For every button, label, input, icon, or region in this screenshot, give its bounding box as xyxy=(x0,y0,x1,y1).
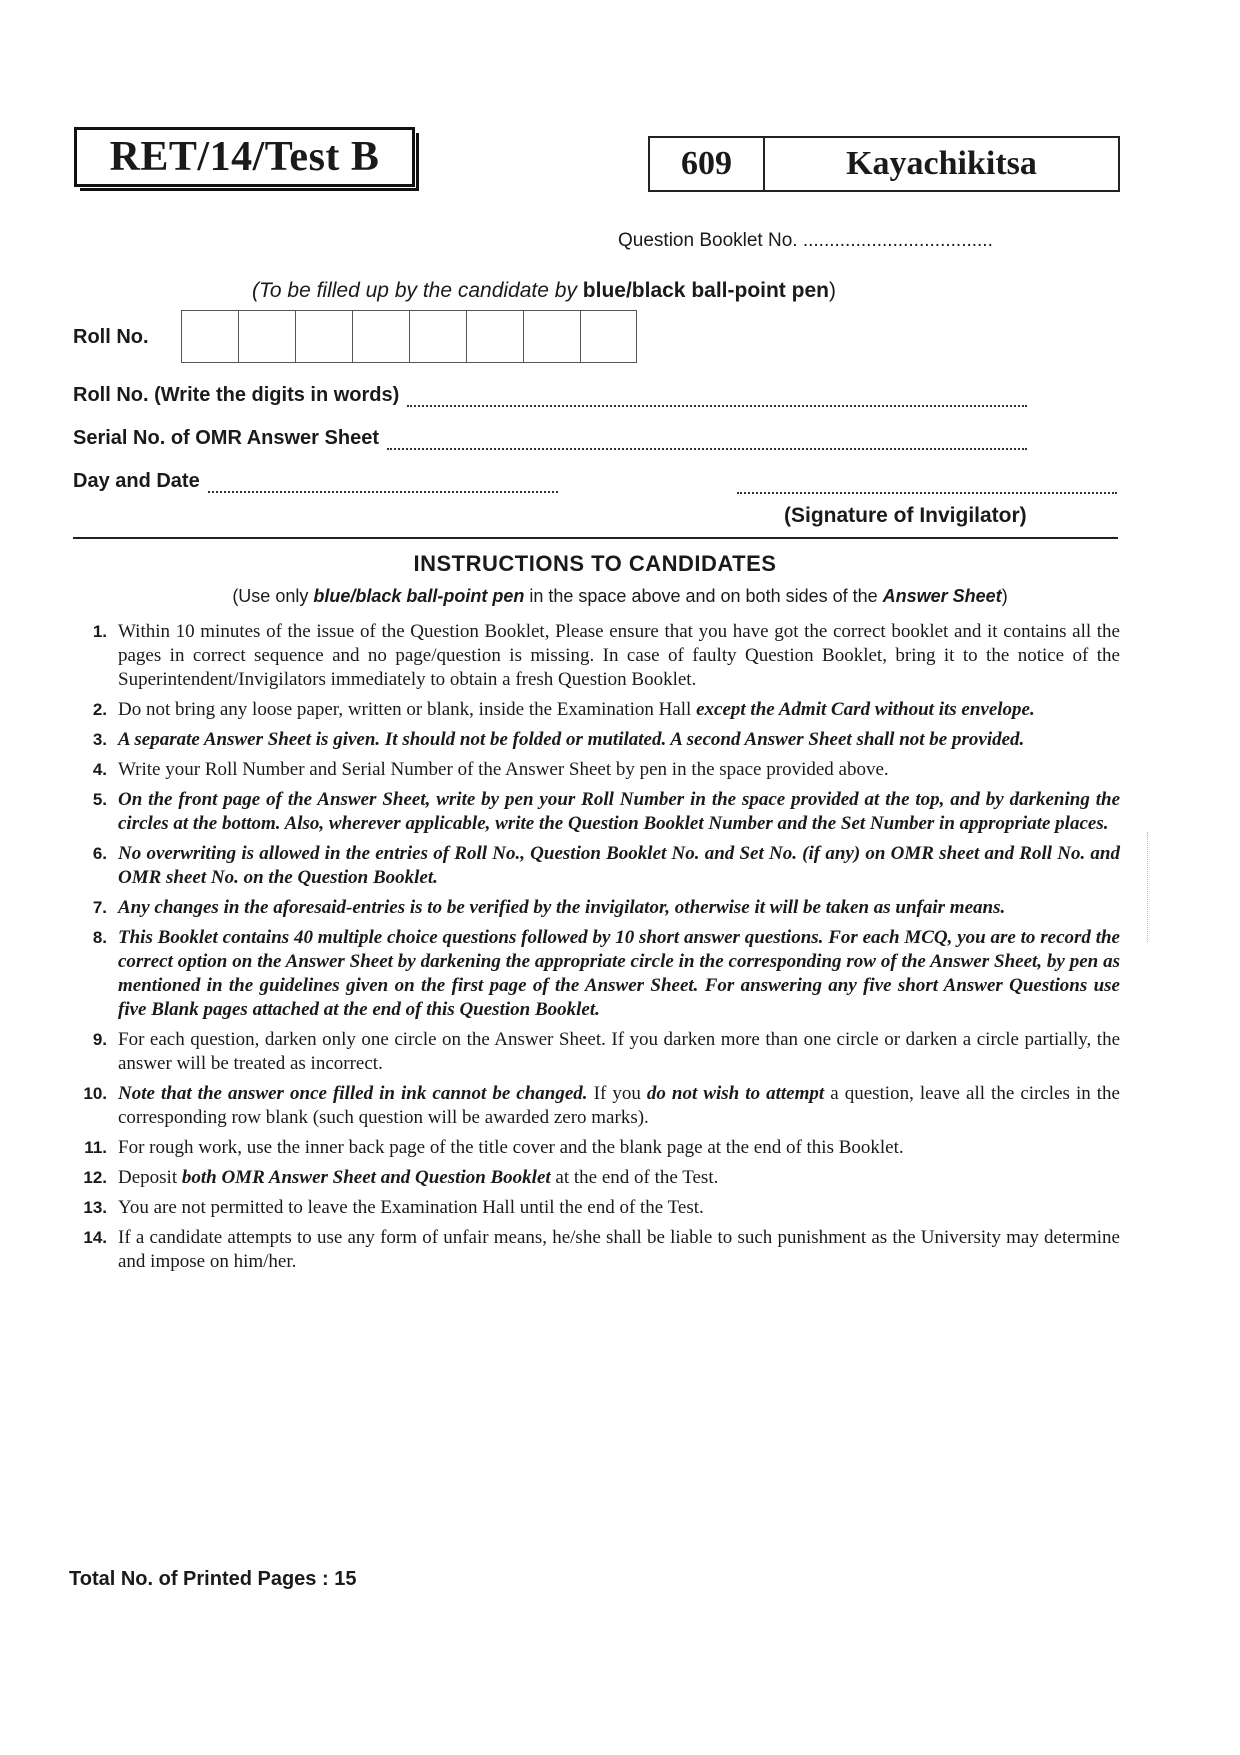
subtitle-mid: in the space above and on both sides of the xyxy=(524,586,883,606)
instruction-emphasis: except the Admit Card without its envelope. xyxy=(696,699,1035,720)
instruction-item xyxy=(73,788,1120,836)
question-booklet-number[interactable]: Question Booklet No. .................................... xyxy=(618,230,993,251)
roll-digit-box[interactable] xyxy=(523,310,580,363)
instruction-text: Write your Roll Number and Serial Number of the Answer Sheet by pen in the space provided above. xyxy=(118,759,889,780)
instruction-number: 6. xyxy=(92,844,107,863)
instruction-number: 4. xyxy=(92,760,107,779)
instruction-item xyxy=(73,842,1120,890)
instruction-text: If you xyxy=(587,1083,647,1104)
serial-line[interactable] xyxy=(387,434,1027,450)
subtitle-post: ) xyxy=(1001,586,1008,606)
signature-line[interactable] xyxy=(737,492,1117,494)
margin-marks xyxy=(1147,832,1158,942)
subtitle-pre: (Use only xyxy=(232,586,314,606)
paper-number: 609 xyxy=(650,138,765,190)
instruction-item xyxy=(73,1028,1120,1076)
day-date-line[interactable] xyxy=(208,477,558,493)
instruction-emphasis: Any changes in the aforesaid-entries is to be verified by the invigilator, otherwise it will be taken as unfair means. xyxy=(118,897,1006,918)
signature-label: (Signature of Invigilator) xyxy=(784,504,1027,527)
instruction-item xyxy=(73,1082,1120,1130)
roll-digit-box[interactable] xyxy=(181,310,238,363)
instruction-emphasis: Note that the answer once filled in ink cannot be changed. xyxy=(118,1083,588,1104)
instruction-item xyxy=(73,1196,1120,1220)
instruction-text: Within 10 minutes of the issue of the Question Booklet, Please ensure that you have got the correct booklet and it contains all the pages in correct sequence and no page/question is missing. In case of faulty Question Booklet, bring it to the notice of the Superintendent/Invigilators immediately to obtain a fresh Question Booklet. xyxy=(118,621,1120,690)
instruction-emphasis: On the front page of the Answer Sheet, write by pen your Roll Number in the space provided at the top, and by darkening the circles at the bottom. Also, wherever applicable, write the Question Booklet Number and the Set Number in appropriate places. xyxy=(118,789,1120,834)
instruction-number: 3. xyxy=(92,730,107,749)
roll-digit-box[interactable] xyxy=(580,310,637,363)
instruction-number: 2. xyxy=(92,700,107,719)
fill-instruction xyxy=(252,279,836,303)
divider xyxy=(73,537,1118,539)
subject-name: Kayachikitsa xyxy=(846,145,1037,182)
instructions-title: INSTRUCTIONS TO CANDIDATES xyxy=(413,551,777,576)
roll-digit-box[interactable] xyxy=(409,310,466,363)
instruction-number: 11. xyxy=(84,1138,107,1157)
instruction-text: If a candidate attempts to use any form of unfair means, he/she shall be liable to such punishment as the University may determine and impose on him/her. xyxy=(118,1227,1120,1272)
instruction-text: Do not bring any loose paper, written or blank, inside the Examination Hall xyxy=(118,699,697,720)
instruction-number: 12. xyxy=(83,1168,107,1187)
instruction-item xyxy=(73,926,1120,1022)
instruction-emphasis: No overwriting is allowed in the entries of Roll No., Question Booklet No. and Set No. (if any) on OMR sheet and Roll No. and OMR sheet No. on the Question Booklet. xyxy=(118,843,1120,888)
roll-digit-box[interactable] xyxy=(238,310,295,363)
day-date-field xyxy=(73,470,558,493)
test-code: RET/14/Test B xyxy=(109,134,380,180)
instruction-number: 14. xyxy=(83,1228,107,1247)
fill-note-pre: (To be filled up by the candidate by xyxy=(252,279,583,302)
instruction-number: 5. xyxy=(92,790,107,809)
instruction-emphasis: both OMR Answer Sheet and Question Booklet xyxy=(181,1167,551,1188)
instruction-text: You are not permitted to leave the Examination Hall until the end of the Test. xyxy=(118,1197,704,1218)
instruction-number: 8. xyxy=(92,928,107,947)
instruction-text-2: a question, leave all the circles in the corresponding row blank (such question will be awarded zero marks). xyxy=(118,1083,1120,1128)
instruction-item xyxy=(73,1226,1120,1274)
instruction-emphasis-2: do not wish to attempt xyxy=(646,1083,825,1104)
instruction-item xyxy=(73,896,1120,920)
subtitle-bold-2: Answer Sheet xyxy=(882,586,1002,606)
fill-note-post: ) xyxy=(828,279,836,302)
instruction-item xyxy=(73,758,1120,782)
day-date-label: Day and Date xyxy=(73,470,200,492)
instruction-text: Deposit xyxy=(118,1167,182,1188)
instruction-number: 7. xyxy=(92,898,107,917)
instruction-emphasis: A separate Answer Sheet is given. It should not be folded or mutilated. A second Answer Sheet shall not be provided. xyxy=(118,729,1025,750)
roll-digit-box[interactable] xyxy=(352,310,409,363)
instruction-item xyxy=(73,1166,1120,1190)
serial-label: Serial No. of OMR Answer Sheet xyxy=(73,427,379,449)
roll-words-line[interactable] xyxy=(407,391,1027,407)
instructions-list xyxy=(73,620,1120,1280)
instruction-text: For each question, darken only one circle on the Answer Sheet. If you darken more than one circle or darken a circle partially, the answer will be treated as incorrect. xyxy=(118,1029,1120,1074)
instruction-number: 10. xyxy=(83,1084,107,1103)
instruction-item xyxy=(73,620,1120,692)
instruction-number: 1. xyxy=(92,622,107,641)
serial-field xyxy=(73,427,1027,450)
instruction-item xyxy=(73,698,1120,722)
instructions-subtitle xyxy=(0,586,1240,607)
roll-digit-box[interactable] xyxy=(295,310,352,363)
roll-no-boxes xyxy=(181,310,637,363)
roll-no-label: Roll No. xyxy=(73,326,149,348)
subtitle-bold-1: blue/black ball-point pen xyxy=(313,586,525,606)
instruction-text-2: at the end of the Test. xyxy=(550,1167,719,1188)
roll-digit-box[interactable] xyxy=(466,310,523,363)
roll-words-field xyxy=(73,384,1027,407)
instruction-number: 13. xyxy=(83,1198,107,1217)
total-printed-pages: Total No. of Printed Pages : 15 xyxy=(69,1568,357,1590)
instruction-emphasis: This Booklet contains 40 multiple choice questions followed by 10 short answer questions. For each MCQ, you are to record the correct option on the Answer Sheet by darkening the appropriate circle in the corresponding row of the Answer Sheet, by pen as mentioned in the guidelines given on the first page of the Answer Sheet. For answering any five short Answer Questions use five Blank pages attached at the end of this Question Booklet. xyxy=(118,927,1120,1020)
test-code-box xyxy=(74,127,415,187)
instruction-number: 9. xyxy=(92,1030,107,1049)
instruction-item xyxy=(73,728,1120,752)
fill-note-bold: blue/black ball-point pen xyxy=(582,279,829,302)
subject-box xyxy=(648,136,1120,192)
instruction-item xyxy=(73,1136,1120,1160)
roll-words-label: Roll No. (Write the digits in words) xyxy=(73,384,400,406)
instruction-text: For rough work, use the inner back page of the title cover and the blank page at the end of this Booklet. xyxy=(118,1137,904,1158)
